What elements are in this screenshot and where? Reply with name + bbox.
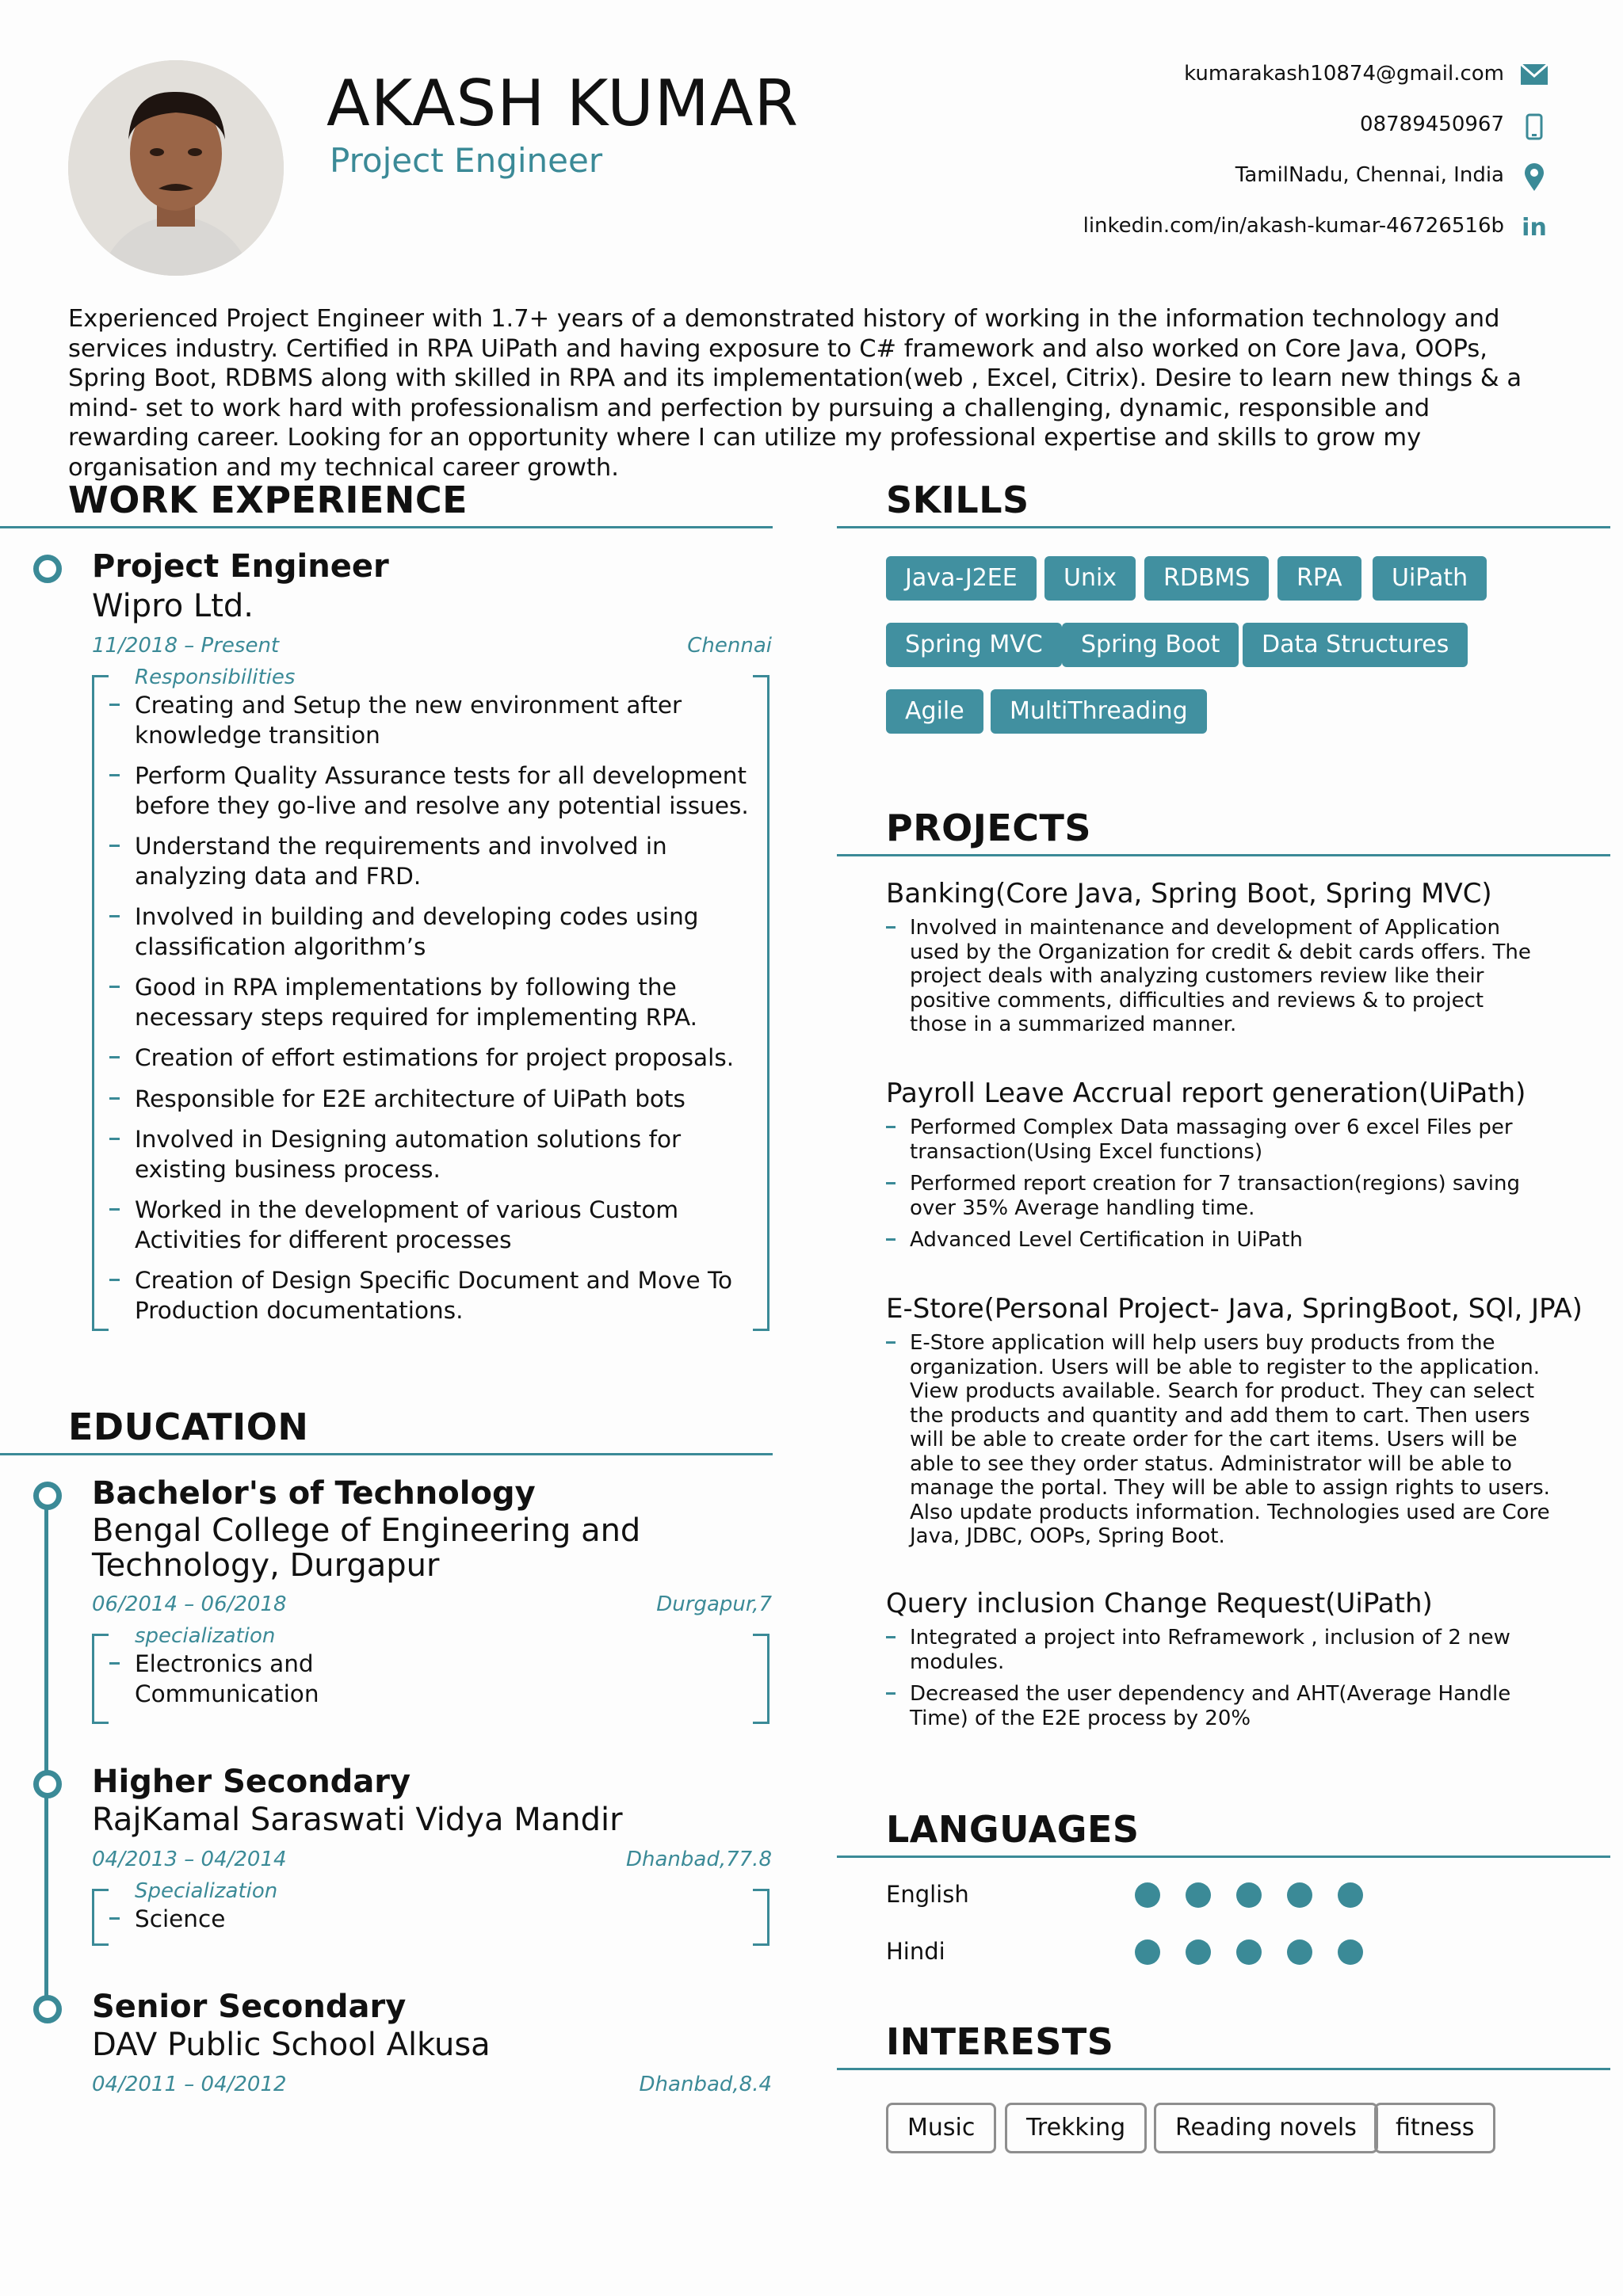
timeline-dot — [33, 1995, 62, 2023]
list-item: E-Store application will help users buy products from the organization. Users will be able to register to the application. View products available. Search for product. They can select the products and quantity and add them to cart. Then users will be able to create order for the cart items. Users will be able to see they order status. Administrator will be able to manage the portal. They will be able to assign rights to users. Also update products information. Technologies used are Core Java, JDBC, OOPs, Spring Boot. — [886, 1331, 1560, 1549]
skill-tag: Spring Boot — [1062, 623, 1239, 667]
skills-heading: SKILLS — [886, 479, 1029, 521]
project-details — [886, 1331, 1560, 1549]
section-divider — [837, 526, 1610, 528]
level-dot — [1287, 1939, 1312, 1965]
timeline-dot — [33, 555, 62, 583]
mobile-icon — [1518, 111, 1550, 143]
project-title: Banking(Core Java, Spring Boot, Spring MVC) — [886, 878, 1492, 910]
language-name: Hindi — [886, 1938, 945, 1965]
skill-tag: Spring MVC — [886, 623, 1062, 667]
section-divider — [0, 526, 773, 528]
list-item: Electronics and Communication — [94, 1650, 379, 1709]
project-details — [886, 1116, 1560, 1253]
list-item: Involved in Designing automation solutions for existing business process. — [94, 1125, 751, 1184]
phone-text[interactable]: 08789450967 — [1360, 113, 1504, 136]
timeline-dot — [33, 1770, 62, 1798]
languages-heading: LANGUAGES — [886, 1808, 1140, 1851]
work-experience-heading: WORK EXPERIENCE — [68, 479, 468, 521]
specialization-list — [94, 1905, 379, 1935]
level-dot — [1338, 1939, 1363, 1965]
projects-heading: PROJECTS — [886, 807, 1092, 849]
level-dot — [1135, 1939, 1160, 1965]
section-divider — [837, 1855, 1610, 1858]
level-dot — [1236, 1939, 1262, 1965]
responsibilities-list — [94, 691, 751, 1337]
list-item: Responsible for E2E architecture of UiPath bots — [94, 1085, 751, 1115]
map-pin-icon — [1518, 162, 1550, 193]
email-text[interactable]: kumarakash10874@gmail.com — [1184, 62, 1504, 86]
skill-tag: Java-J2EE — [886, 556, 1037, 601]
level-dot — [1186, 1882, 1211, 1908]
bracket-right — [753, 1889, 769, 1946]
level-dot — [1236, 1882, 1262, 1908]
degree-title: Higher Secondary — [92, 1764, 411, 1800]
list-item: Performed Complex Data massaging over 6 excel Files per transaction(Using Excel functions) — [886, 1116, 1560, 1164]
interest-tag: fitness — [1374, 2103, 1495, 2153]
interests-heading: INTERESTS — [886, 2020, 1114, 2063]
interest-tag: Music — [886, 2103, 996, 2153]
profile-photo — [68, 60, 284, 276]
education-location: Dhanbad,8.4 — [639, 2073, 772, 2096]
project-details — [886, 1626, 1560, 1730]
bracket-right — [753, 675, 769, 1331]
skill-tag: RDBMS — [1144, 556, 1269, 601]
list-item: Creating and Setup the new environment after knowledge transition — [94, 691, 751, 750]
location-text: TamilNadu, Chennai, India — [1235, 163, 1504, 187]
project-title: Payroll Leave Accrual report generation(UiPath) — [886, 1077, 1526, 1109]
education-dates: 04/2011 – 04/2012 — [92, 2073, 287, 2096]
job-location: Chennai — [687, 634, 772, 658]
list-item: Creation of Design Specific Document and Move To Production documentations. — [94, 1266, 751, 1325]
linkedin-icon: in — [1522, 214, 1547, 242]
skill-tag: MultiThreading — [991, 689, 1207, 734]
list-item: Perform Quality Assurance tests for all development before they go-live and resolve any potential issues. — [94, 761, 751, 821]
school-name: RajKamal Saraswati Vidya Mandir — [92, 1802, 623, 1838]
list-item: Understand the requirements and involved in analyzing data and FRD. — [94, 832, 751, 891]
section-divider — [837, 854, 1610, 856]
list-item: Creation of effort estimations for project proposals. — [94, 1043, 751, 1074]
envelope-icon — [1518, 59, 1550, 90]
project-title: Query inclusion Change Request(UiPath) — [886, 1588, 1433, 1619]
job-dates: 11/2018 – Present — [92, 634, 280, 658]
list-item: Advanced Level Certification in UiPath — [886, 1228, 1560, 1253]
skill-tag: Agile — [886, 689, 983, 734]
skill-tag: UiPath — [1373, 556, 1487, 601]
list-item: Involved in building and developing codes using classification algorithm’s — [94, 902, 751, 962]
skill-tag: RPA — [1277, 556, 1361, 601]
professional-summary: Experienced Project Engineer with 1.7+ years of a demonstrated history of working in the information technology and services industry. Certified in RPA UiPath and having exposure to C# framework and also worked on Core Java, OOPs, Spring Boot, RDBMS along with skilled in RPA and its implementation(web , Excel, Citrix). Desire to learn new things & a mind- set to work hard with professionalism and perfection by pursuing a challenging, dynamic, responsible and rewarding career. Looking for an opportunity where I can utilize my professional expertise and skills to grow my organisation and my technical career growth. — [68, 305, 1522, 482]
level-dot — [1135, 1882, 1160, 1908]
degree-title: Senior Secondary — [92, 1989, 407, 2025]
timeline-line — [44, 1497, 48, 2020]
specialization-label: Specialization — [135, 1879, 278, 1903]
level-dot — [1287, 1882, 1312, 1908]
specialization-label: specialization — [135, 1624, 276, 1648]
timeline-dot — [33, 1482, 62, 1510]
language-level — [1135, 1882, 1363, 1908]
list-item: Involved in maintenance and development of Application used by the Organization for credit & debit cards offers. The project deals with analyzing customers review like their positive comments, difficulties and reviews & to project those in a summarized manner. — [886, 916, 1544, 1037]
section-divider — [0, 1453, 773, 1455]
language-name: English — [886, 1881, 969, 1908]
education-heading: EDUCATION — [68, 1405, 309, 1448]
degree-title: Bachelor's of Technology — [92, 1475, 536, 1512]
candidate-name: AKASH KUMAR — [327, 67, 800, 140]
specialization-list — [94, 1650, 379, 1709]
project-details — [886, 916, 1544, 1037]
school-name: Bengal College of Engineering and Technology, Durgapur — [92, 1512, 641, 1584]
candidate-role: Project Engineer — [330, 141, 603, 180]
school-name: DAV Public School Alkusa — [92, 2027, 491, 2063]
responsibilities-label: Responsibilities — [135, 666, 296, 689]
company-name: Wipro Ltd. — [92, 588, 254, 624]
list-item: Good in RPA implementations by following the necessary steps required for implementing RPA. — [94, 973, 751, 1032]
language-level — [1135, 1939, 1363, 1965]
project-title: E-Store(Personal Project- Java, SpringBoot, SQl, JPA) — [886, 1293, 1583, 1325]
education-location: Durgapur,7 — [656, 1592, 772, 1616]
section-divider — [837, 2068, 1610, 2070]
list-item: Integrated a project into Reframework , inclusion of 2 new modules. — [886, 1626, 1560, 1674]
list-item: Worked in the development of various Custom Activities for different processes — [94, 1196, 751, 1255]
level-dot — [1338, 1882, 1363, 1908]
education-location: Dhanbad,77.8 — [625, 1848, 772, 1871]
skill-tag: Unix — [1044, 556, 1136, 601]
interest-tag: Trekking — [1005, 2103, 1147, 2153]
list-item: Performed report creation for 7 transaction(regions) saving over 35% Average handling time. — [886, 1172, 1560, 1220]
bracket-right — [753, 1634, 769, 1724]
education-dates: 04/2013 – 04/2014 — [92, 1848, 287, 1871]
skill-tag: Data Structures — [1243, 623, 1468, 667]
linkedin-text[interactable]: linkedin.com/in/akash-kumar-46726516b — [1083, 214, 1504, 238]
education-dates: 06/2014 – 06/2018 — [92, 1592, 287, 1616]
level-dot — [1186, 1939, 1211, 1965]
interest-tag: Reading novels — [1154, 2103, 1378, 2153]
list-item: Decreased the user dependency and AHT(Average Handle Time) of the E2E process by 20% — [886, 1682, 1560, 1730]
list-item: Science — [94, 1905, 379, 1935]
job-title: Project Engineer — [92, 548, 389, 585]
